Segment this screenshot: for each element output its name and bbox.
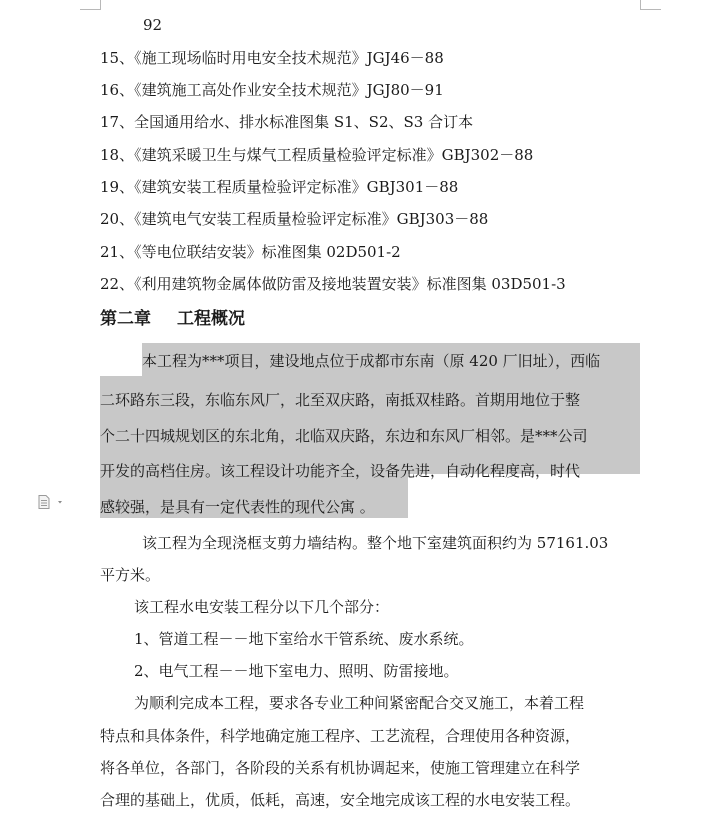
part-item-2: 2、电气工程－－地下室电力、照明、防雷接地。 [134,662,459,680]
structure-paragraph-line-1: 该工程为全现浇框支剪力墙结构。整个地下室建筑面积约为 57161.03 [142,534,609,552]
reference-item-20: 20、《建筑电气安装工程质量检验评定标准》GBJ303－88 [100,210,489,228]
reference-item-18: 18、《建筑采暖卫生与煤气工程质量检验评定标准》GBJ302－88 [100,146,534,164]
part-item-1: 1、管道工程－－地下室给水干管系统、废水系统。 [134,630,474,648]
reference-item-17: 17、全国通用给水、排水标准图集 S1、S2、S3 合订本 [100,113,474,131]
reference-item-22: 22、《利用建筑物金属体做防雷及接地装置安装》标准图集 03D501-3 [100,275,566,293]
reference-item-15: 15、《施工现场临时用电安全技术规范》JGJ46－88 [100,49,444,67]
reference-item-21: 21、《等电位联结安装》标准图集 02D501-2 [100,243,401,261]
highlighted-paragraph-line-1[interactable]: 本工程为***项目，建设地点位于成都市东南（原 420 厂旧址），西临 [142,352,601,370]
highlighted-paragraph-line-5[interactable]: 感较强，是具有一定代表性的现代公寓 。 [100,498,375,516]
parts-intro: 该工程水电安装工程分以下几个部分： [134,598,390,616]
document-layout-icon[interactable] [38,495,62,509]
page-corner-mark-left [80,0,101,10]
reference-item-19: 19、《建筑安装工程质量检验评定标准》GBJ301－88 [100,178,459,196]
chapter-number: 第二章 [100,309,151,329]
closing-paragraph-line-4: 合理的基础上，优质，低耗，高速，安全地完成该工程的水电安装工程。 [100,791,581,809]
closing-paragraph-line-1: 为顺利完成本工程，要求各专业工种间紧密配合交叉施工，本着工程 [134,694,585,712]
highlighted-paragraph-line-4[interactable]: 开发的高档住房。该工程设计功能齐全，设备先进，自动化程度高，时代 [100,462,581,480]
closing-paragraph-line-3: 将各单位，各部门，各阶段的关系有机协调起来，使施工管理建立在科学 [100,759,581,777]
page-number-fragment: 92 [143,16,163,34]
highlighted-paragraph-line-3[interactable]: 个二十四城规划区的东北角，北临双庆路，东边和东风厂相邻。是***公司 [100,427,588,445]
structure-paragraph-line-2: 平方米。 [100,566,161,584]
highlighted-paragraph-line-2[interactable]: 二环路东三段，东临东风厂，北至双庆路，南抵双桂路。首期用地位于整 [100,391,581,409]
chapter-heading [100,308,245,330]
page-corner-mark-right [640,0,661,10]
closing-paragraph-line-2: 特点和具体条件，科学地确定施工程序、工艺流程，合理使用各种资源， [100,727,581,745]
chevron-down-icon [58,501,62,504]
reference-item-16: 16、《建筑施工高处作业安全技术规范》JGJ80－91 [100,81,444,99]
chapter-title: 工程概况 [177,309,245,329]
